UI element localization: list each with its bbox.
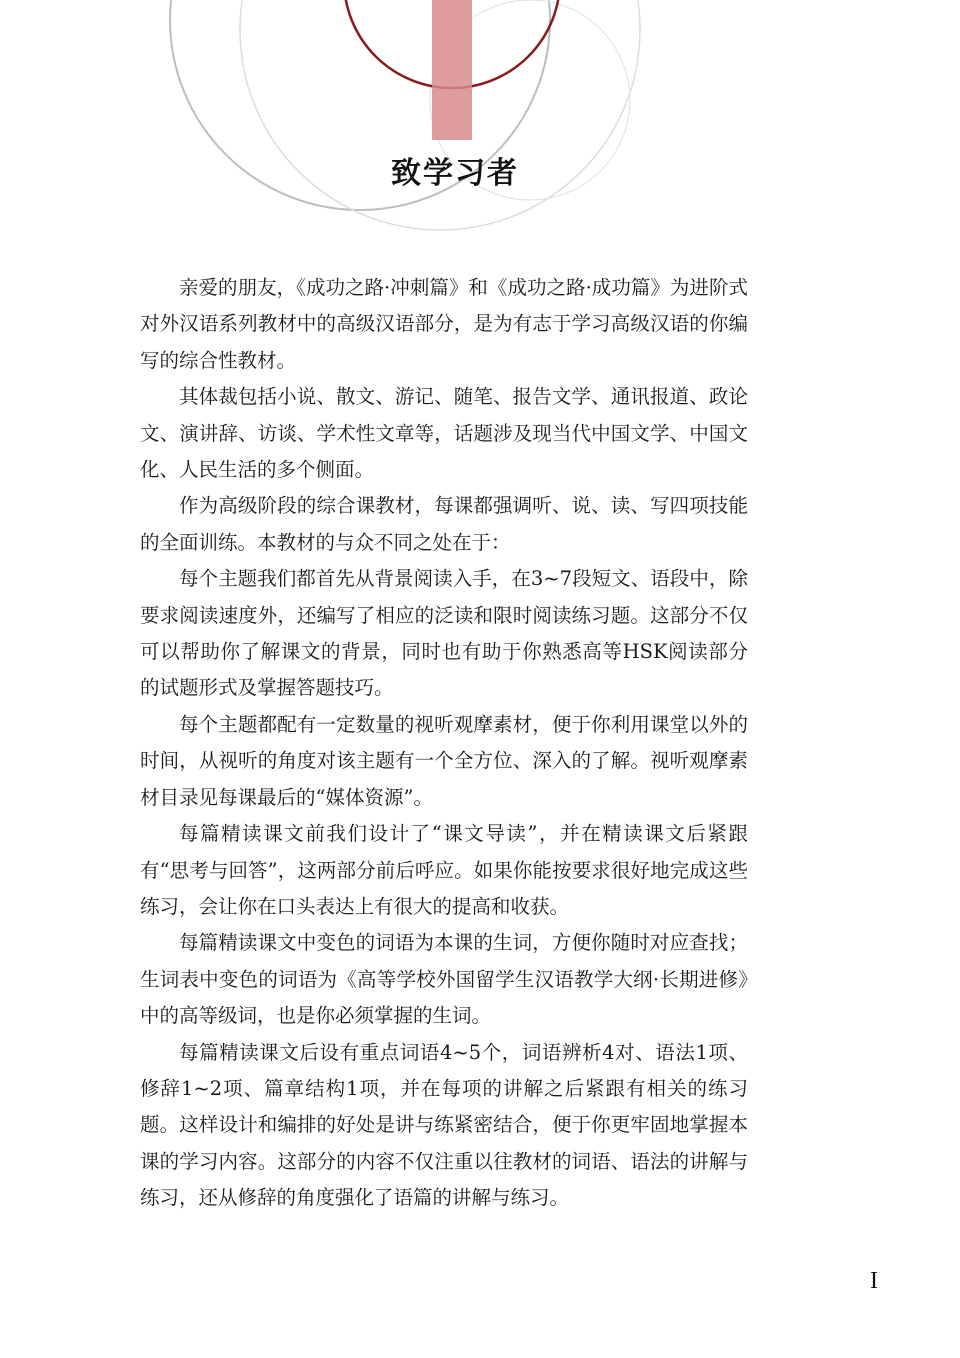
paragraph-vocabulary: 每篇精读课文中变色的词语为本课的生词，方便你随时对应查找；生词表中变色的词语为《高等学校外国留学生汉语教学大纲·长期进修》中的高等级词，也是你必须掌握的生词。 — [140, 931, 748, 1028]
paragraph-audiovisual: 每个主题都配有一定数量的视听观摩素材，便于你利用课堂以外的时间，从视听的角度对该主题有一个全方位、深入的了解。视听观摩素材目录见每课最后的“媒体资源”。 — [140, 712, 748, 809]
header-decoration — [0, 0, 960, 260]
paragraph-genres: 其体裁包括小说、散文、游记、随笔、报告文学、通讯报道、政论文、演讲辞、访谈、学术性文章等，话题涉及现当代中国文学、中国文化、人民生活的多个侧面。 — [140, 385, 748, 482]
body-text — [140, 270, 748, 1217]
page-title: 致学习者 — [391, 156, 519, 191]
paragraph-key-words: 每篇精读课文后设有重点词语4~5个，词语辨析4对、语法1项、修辞1~2项、篇章结构1项，并在每项的讲解之后紧跟有相关的练习题。这样设计和编排的好处是讲与练紧密结合，便于你更牢固地掌握本课的学习内容。这部分的内容不仅注重以往教材的词语、语法的讲解与练习，还从修辞的角度强化了语篇的讲解与练习。 — [140, 1040, 748, 1210]
paragraph-guided-reading: 每篇精读课文前我们设计了“课文导读”，并在精读课文后紧跟有“思考与回答”，这两部分前后呼应。如果你能按要求很好地完成这些练习，会让你在口头表达上有很大的提高和收获。 — [140, 822, 748, 918]
paragraph-intro: 亲爱的朋友，《成功之路·冲刺篇》和《成功之路·成功篇》为进阶式对外汉语系列教材中的高级汉语部分，是为有志于学习高级汉语的你编写的综合性教材。 — [140, 276, 748, 372]
paragraph-background-reading: 每个主题我们都首先从背景阅读入手，在3~7段短文、语段中，除要求阅读速度外，还编写了相应的泛读和限时阅读练习题。这部分不仅可以帮助你了解课文的背景，同时也有助于你熟悉高等HSK阅读部分的试题形式及掌握答题技巧。 — [140, 567, 748, 700]
pink-vertical-bar — [432, 0, 472, 140]
page-number: I — [870, 1268, 878, 1294]
paragraph-features: 作为高级阶段的综合课教材，每课都强调听、说、读、写四项技能的全面训练。本教材的与众不同之处在于： — [140, 494, 748, 554]
